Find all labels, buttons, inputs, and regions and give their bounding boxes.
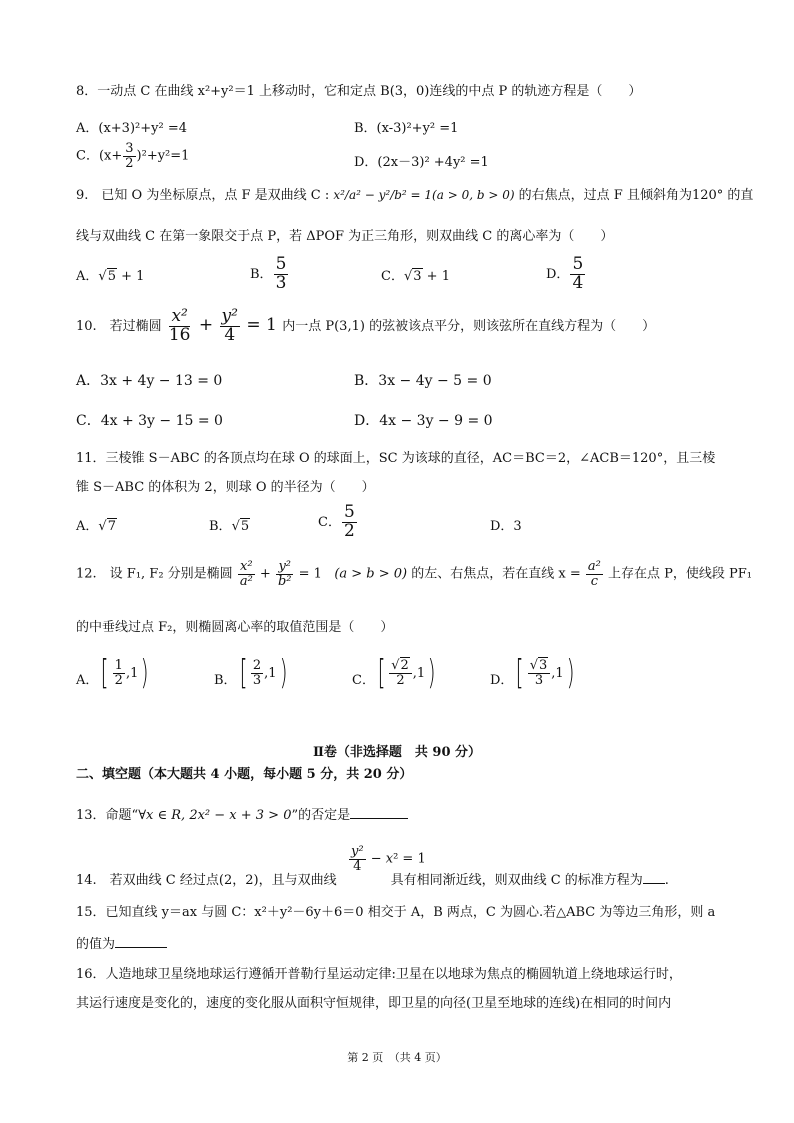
- q8-c-num: 3: [125, 141, 134, 156]
- q10-ellipse-term1: $\frac{\text{x²}}{16}$: [168, 306, 191, 345]
- q9-c-label: C．: [381, 269, 404, 284]
- page-footer: 第 2 页 （共 4 页）: [347, 1051, 447, 1064]
- q12-line-frac: $\frac{\text{a²}}{c}$: [587, 559, 601, 589]
- q12-option-d: D． [ $\frac{√3}{3}$ ,1 ): [490, 653, 575, 693]
- q12-option-b: B． [ $\frac{2}{3}$ ,1 ): [214, 653, 288, 693]
- q8-stem: 8．一动点 C 在曲线 x²+y²＝1 上移动时，它和定点 B(3，0)连线的中点 P 的轨迹方程是（ ）: [76, 84, 642, 99]
- q11-a-sqrt: √7: [98, 519, 116, 534]
- q13-answer-blank: [350, 806, 408, 819]
- q12-c-label: C．: [352, 673, 375, 688]
- q12-ellipse-term1: $\frac{\text{x²}}{\text{a²}}$: [239, 559, 253, 589]
- q8-option-c-frac: [123, 142, 135, 170]
- q12-condition: (a > b > 0): [334, 566, 408, 582]
- q14-pre: 14. 若双曲线 C 经过点(2，2)，且与双曲线: [76, 873, 337, 888]
- q9-d-frac: [570, 256, 585, 293]
- q13-post: ”的否定是: [291, 808, 351, 823]
- q8-c-den: 2: [125, 155, 134, 171]
- q15-line1: 15．已知直线 y＝ax 与圆 C：x²＋y²－6y＋6＝0 相交于 A，B 两点，C 为圆心.若△ABC 为等边三角形，则 a: [76, 905, 716, 920]
- q11-a-rad: 7: [107, 519, 116, 534]
- q14-hyperbola: $\frac{\text{y²}}{4}$ − x² = 1: [351, 844, 426, 874]
- q12-stem-a: 12. 设 F₁, F₂ 分别是椭圆: [76, 566, 233, 582]
- q12-stem-line1: 12. 设 F₁, F₂ 分别是椭圆 $\frac{\text{x²}}{\text{a²}}$ + $\frac{\text{y²}}{\text{b²}}$ = 1 (a > b > 0) 的左、右焦点，若在直线 x = $\frac{\text{a²}}{c}$ 上存在点 P，使线段 PF₁: [76, 559, 753, 589]
- q11-option-a: [76, 515, 117, 534]
- q16-line2: 其运行速度是变化的，速度的变化服从面积守恒规律，即卫星的向径(卫星至地球的连线)在相同的时间内: [76, 996, 672, 1011]
- q10-stem-a: 10. 若过椭圆: [76, 318, 162, 334]
- q11-option-b: [209, 515, 250, 534]
- q12-option-c: C． [ $\frac{√2}{2}$ ,1 ): [352, 653, 436, 693]
- q13-pre: 13．命题“: [76, 808, 139, 823]
- q11-c-label: C．: [318, 514, 341, 530]
- q9-b-num: 5: [275, 254, 287, 274]
- q15-answer-blank: [115, 935, 167, 948]
- q13-stem: [76, 806, 408, 824]
- q9-a-post: + 1: [116, 269, 145, 284]
- q10-option-b: B．3x − 4y − 5 = 0: [354, 373, 492, 389]
- section-subtitle: 二、填空题（本大题共 4 小题，每小题 5 分，共 20 分）: [76, 767, 413, 782]
- q9-option-c: [381, 265, 450, 284]
- q8-option-d: D．(2x－3)² +4y² =1: [354, 155, 489, 170]
- q10-stem-b: 内一点 P(3,1) 的弦被该点平分，则该弦所在直线方程为（ ）: [282, 318, 656, 334]
- q12-ellipse-term2: $\frac{\text{y²}}{\text{b²}}$: [277, 559, 292, 589]
- q12-b-label: B．: [214, 673, 237, 688]
- q10-option-c: C．4x + 3y − 15 = 0: [76, 413, 223, 429]
- q10-option-d: D．4x − 3y − 9 = 0: [354, 413, 493, 429]
- q9-a-sqrt: √5: [98, 269, 116, 284]
- q9-b-frac: [274, 256, 289, 293]
- q9-stem-b: 的右焦点，过点 F 且倾斜角为120° 的直: [518, 188, 754, 203]
- q9-d-den: 4: [572, 272, 584, 293]
- q14-stem: 14. 若双曲线 C 经过点(2，2)，且与双曲线 具有相同渐近线，则双曲线 C 的标准方程为 .: [76, 873, 669, 888]
- q9-stem-line1: [76, 188, 753, 204]
- q10-ellipse-term2: $\frac{\text{y²}}{4}$: [221, 306, 238, 345]
- q15-line2: [76, 935, 167, 953]
- q11-stem-line2: 锥 S－ABC 的体积为 2，则球 O 的半径为（ ）: [76, 480, 375, 495]
- q13-expression: ∀x ∈ R, 2x² − x + 3 > 0: [138, 808, 292, 823]
- q9-option-d: [546, 256, 586, 293]
- q11-option-d: D．3: [490, 519, 522, 534]
- q11-b-sqrt: √5: [231, 519, 250, 534]
- q9-b-den: 3: [275, 272, 287, 293]
- q11-stem-line1: 11．三棱锥 S－ABC 的各顶点均在球 O 的球面上，SC 为该球的直径，AC＝BC＝2，∠ACB＝120°，且三棱: [76, 451, 716, 466]
- q8-option-c-pre: C．(x+: [76, 148, 123, 164]
- q9-d-label: D．: [546, 266, 570, 282]
- q10-stem: 10. 若过椭圆 $\frac{\text{x²}}{16}$ + $\frac{\text{y²}}{4}$ = 1 内一点 P(3,1) 的弦被该点平分，则该弦所在直线方程为（ ）: [76, 306, 656, 345]
- q14-answer-blank: [643, 871, 665, 884]
- q9-c-sqrt: √3: [403, 269, 422, 284]
- q15-line2-text: 的值为: [76, 937, 116, 952]
- q8-option-b: B．(x-3)²+y² =1: [354, 121, 459, 136]
- q9-c-rad: 3: [413, 269, 422, 284]
- q9-option-a: [76, 265, 144, 284]
- q14-post: 具有相同渐近线，则双曲线 C 的标准方程为: [390, 873, 643, 888]
- q12-stem-line2: 的中垂线过点 F₂，则椭圆离心率的取值范围是（ ）: [76, 620, 394, 635]
- q8-option-a: A．(x+3)²+y² =4: [76, 121, 187, 136]
- q9-c-post: + 1: [422, 269, 450, 284]
- section-title: Ⅱ卷（非选择题 共 90 分）: [312, 745, 482, 760]
- q8-option-c: [76, 142, 189, 170]
- q10-option-a: A．3x + 4y − 13 = 0: [76, 373, 223, 389]
- q9-d-num: 5: [572, 254, 584, 274]
- q11-c-den: 2: [343, 520, 355, 541]
- q11-c-num: 5: [343, 502, 355, 522]
- q11-b-label: B．: [209, 519, 232, 534]
- q9-stem-a: 9. 已知 O 为坐标原点，点 F 是双曲线 C :: [76, 188, 330, 203]
- q12-option-a: A． [ $\frac{1}{2}$ ,1 ): [76, 653, 149, 693]
- q9-b-label: B．: [250, 266, 273, 282]
- q9-a-rad: 5: [107, 269, 116, 284]
- q11-b-rad: 5: [240, 519, 250, 534]
- q9-option-b: [250, 256, 289, 293]
- q9-equation: x²/a² − y²/b² = 1(a > 0, b > 0): [333, 188, 515, 202]
- q16-line1: 16．人造地球卫星绕地球运行遵循开普勒行星运动定律:卫星在以地球为焦点的椭圆轨道上绕地球运行时，: [76, 967, 682, 982]
- q11-a-label: A．: [76, 519, 99, 534]
- q12-stem-b: 的左、右焦点，若在直线 x =: [411, 566, 581, 582]
- q8-option-c-post: )²+y²=1: [136, 148, 190, 164]
- q12-d-label: D．: [490, 673, 514, 688]
- q9-a-label: A．: [76, 269, 99, 284]
- q12-a-label: A．: [76, 673, 99, 688]
- q11-c-frac: [342, 504, 357, 541]
- q11-option-c: [318, 504, 358, 541]
- q12-stem-c: 上存在点 P，使线段 PF₁: [608, 566, 753, 582]
- q9-stem-line2: 线与双曲线 C 在第一象限交于点 P，若 ΔPOF 为正三角形，则双曲线 C 的离心率为（ ）: [76, 229, 614, 244]
